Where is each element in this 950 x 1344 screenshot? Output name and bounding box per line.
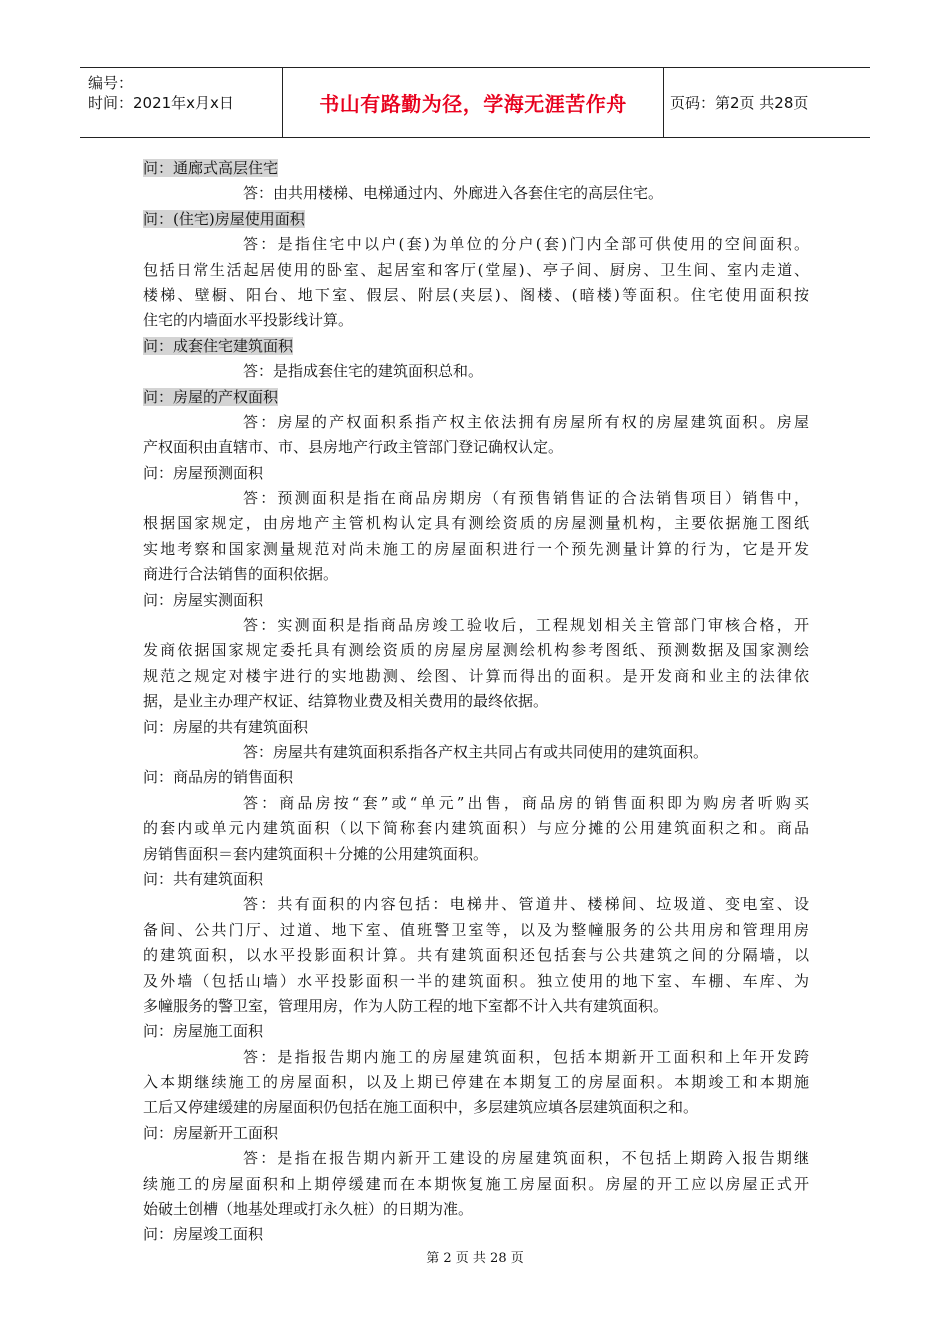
question-heading: 问：商品房的销售面积 xyxy=(143,768,294,787)
answer-line: 答：实测面积是指商品房竣工验收后，工程规划相关主管部门审核合格，开 xyxy=(243,616,809,635)
header-left-cell xyxy=(80,68,283,137)
page-footer: 第 2 页 共 28 页 xyxy=(426,1251,524,1266)
question-heading: 问：通廊式高层住宅 xyxy=(143,159,279,177)
header-page-info: 页码：第2页 共28页 xyxy=(670,94,809,112)
answer-line: 备间、公共门厅、过道、地下室、值班警卫室等，以及为整幢服务的公共用房和管理用房 xyxy=(143,920,809,939)
answer-line: 房销售面积＝套内建筑面积＋分摊的公用建筑面积。 xyxy=(143,844,489,863)
answer-line: 入本期继续施工的房屋面积，以及上期已停建在本期复工的房屋面积。本期竣工和本期施 xyxy=(143,1073,809,1092)
answer-line: 的建筑面积，以水平投影面积计算。共有建筑面积还包括套与公共建筑之间的分隔墙，以 xyxy=(143,946,809,965)
answer-line: 包括日常生活起居使用的卧室、起居室和客厅(堂屋)、亭子间、厨房、卫生间、室内走道、 xyxy=(143,260,809,279)
answer-line: 楼梯、壁橱、阳台、地下室、假层、附层(夹层)、阁楼、(暗楼)等面积。住宅使用面积按 xyxy=(143,285,809,304)
document-body xyxy=(143,156,809,1248)
answer-line: 答：由共用楼梯、电梯通过内、外廊进入各套住宅的高层住宅。 xyxy=(243,184,664,203)
question-heading: 问：成套住宅建筑面积 xyxy=(143,336,294,355)
answer-line: 答：是指报告期内施工的房屋建筑面积，包括本期新开工面积和上年开发跨 xyxy=(243,1047,809,1066)
question-heading: 问：房屋实测面积 xyxy=(143,590,264,609)
answer-line: 及外墙（包括山墙）水平投影面积一半的建筑面积。独立使用的地下室、车棚、车库、为 xyxy=(143,971,809,990)
answer-line: 答：预测面积是指在商品房期房（有预售销售证的合法销售项目）销售中， xyxy=(243,489,809,508)
answer-line: 答：共有面积的内容包括：电梯井、管道井、楼梯间、垃圾道、变电室、设 xyxy=(243,895,809,914)
header-motto: 书山有路勤为径，学海无涯苦作舟 xyxy=(319,92,627,116)
question-heading: 问：房屋新开工面积 xyxy=(143,1123,279,1142)
answer-line: 据，是业主办理产权证、结算物业费及相关费用的最终依据。 xyxy=(143,692,549,711)
question-heading: 问：房屋竣工面积 xyxy=(143,1225,264,1244)
answer-line: 始破土创槽（地基处理或打永久桩）的日期为准。 xyxy=(143,1200,474,1219)
question-heading: 问：房屋的产权面积 xyxy=(143,387,279,406)
answer-line: 工后又停建缓建的房屋面积仍包括在施工面积中，多层建筑应填各层建筑面积之和。 xyxy=(143,1098,699,1117)
question-heading: 问：房屋预测面积 xyxy=(143,463,264,482)
document-date: 时间：2021年x月x日 xyxy=(88,94,234,112)
header-motto-cell xyxy=(283,68,664,137)
question-heading: 问：共有建筑面积 xyxy=(143,869,264,888)
answer-line: 答：是指成套住宅的建筑面积总和。 xyxy=(243,362,484,381)
answer-line: 答：是指在报告期内新开工建设的房屋建筑面积，不包括上期跨入报告期继 xyxy=(243,1149,809,1168)
question-heading: 问：(住宅)房屋使用面积 xyxy=(143,209,305,228)
answer-line: 发商依据国家规定委托具有测绘资质的房屋房屋测绘机构参考图纸、预测数据及国家测绘 xyxy=(143,641,809,660)
answer-line: 答：是指住宅中以户(套)为单位的分户(套)门内全部可供使用的空间面积。 xyxy=(243,235,809,254)
answer-line: 实地考察和国家测量规范对尚未施工的房屋面积进行一个预先测量计算的行为，它是开发 xyxy=(143,539,809,558)
answer-line: 续施工的房屋面积和上期停缓建而在本期恢复施工房屋面积。房屋的开工应以房屋正式开 xyxy=(143,1174,809,1193)
answer-line: 多幢服务的警卫室，管理用房，作为人防工程的地下室都不计入共有建筑面积。 xyxy=(143,996,669,1015)
page-header xyxy=(80,67,870,138)
answer-line: 根据国家规定，由房地产主管机构认定具有测绘资质的房屋测量机构，主要依据施工图纸 xyxy=(143,514,809,533)
answer-line: 的套内或单元内建筑面积（以下简称套内建筑面积）与应分摊的公用建筑面积之和。商品 xyxy=(143,819,809,838)
answer-line: 产权面积由直辖市、市、县房地产行政主管部门登记确权认定。 xyxy=(143,438,564,457)
answer-line: 答：房屋共有建筑面积系指各产权主共同占有或共同使用的建筑面积。 xyxy=(243,742,709,761)
document-code-label: 编号： xyxy=(88,74,134,92)
answer-line: 住宅的内墙面水平投影线计算。 xyxy=(143,311,354,330)
answer-line: 答：商品房按“套”或“单元”出售，商品房的销售面积即为购房者听购买 xyxy=(243,793,809,812)
question-heading: 问：房屋的共有建筑面积 xyxy=(143,717,309,736)
header-right-cell xyxy=(664,68,870,137)
answer-line: 商进行合法销售的面积依据。 xyxy=(143,565,339,584)
answer-line: 规范之规定对楼宇进行的实地勘测、绘图、计算而得出的面积。是开发商和业主的法律依 xyxy=(143,666,809,685)
answer-line: 答：房屋的产权面积系指产权主依法拥有房屋所有权的房屋建筑面积。房屋 xyxy=(243,412,809,431)
question-heading: 问：房屋施工面积 xyxy=(143,1022,264,1041)
